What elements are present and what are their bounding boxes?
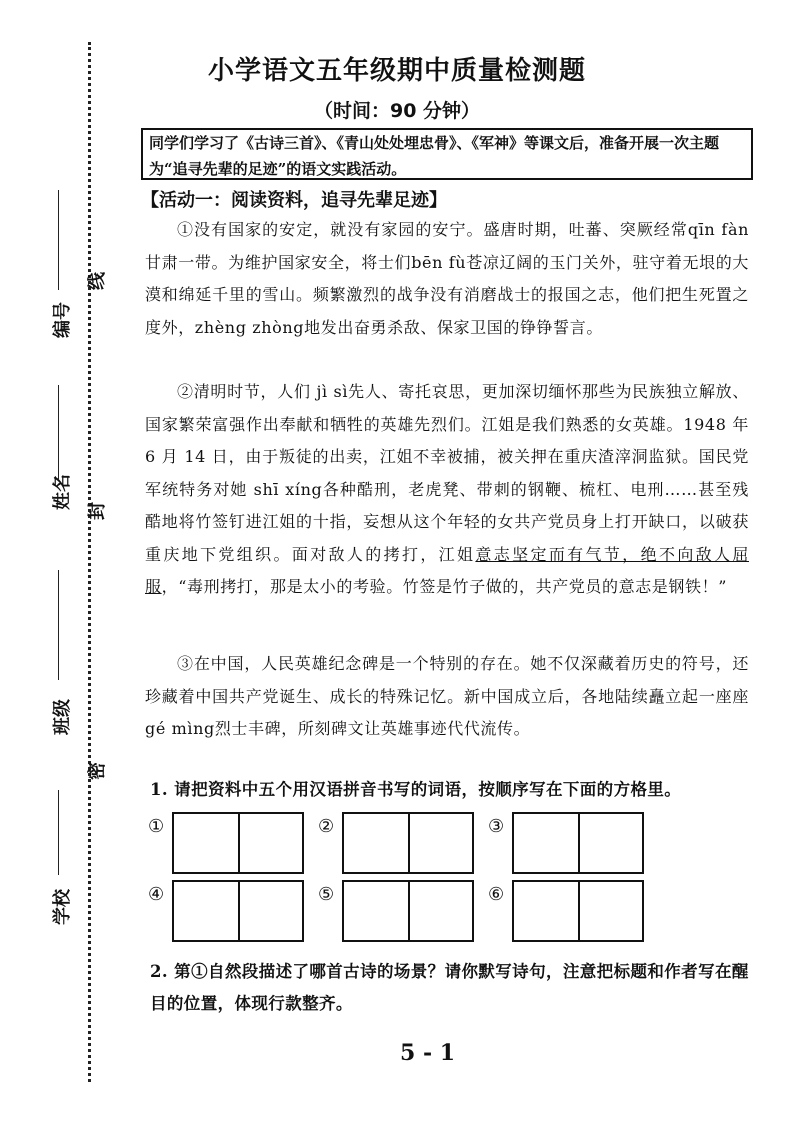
- seal-mark-close: 密: [87, 762, 108, 780]
- school-field[interactable]: [58, 790, 59, 875]
- label-class: 班级: [52, 699, 73, 735]
- question-2: 2. 第①自然段描述了哪首古诗的场景？请你默写诗句，注意把标题和作者写在醒目的位置，体现行款整齐。: [150, 962, 749, 1013]
- answer-label: ③: [488, 816, 505, 837]
- answer-label: ④: [148, 884, 165, 905]
- label-name: 姓名: [52, 474, 73, 510]
- binding-dotted-line: [88, 42, 91, 1082]
- answer-box[interactable]: [172, 812, 304, 874]
- name-field[interactable]: [58, 385, 59, 480]
- answer-label: ②: [318, 816, 335, 837]
- activity-heading: 【活动一：阅读资料，追寻先辈足迹】: [141, 190, 447, 211]
- paragraph-2-a: ②清明时节，人们 jì sì先人、寄托哀思，更加深切缅怀那些为民族独立解放、国家繁荣富强作出奉献和牺牲的英雄先烈们。江姐是我们熟悉的女英雄。1948 年 6 月 14 日，由于叛徒的出卖，江姐不幸被捕，被关押在重庆渣滓洞监狱。国民党军统特务对她 shī xíng各种酷刑，老虎凳、带刺的钢鞭、梳杠、电刑……甚至残酷地将竹签钉进江姐的十指，妄想从这个年轻的女共产党员身上打开缺口，以破获重庆地下党组织。面对敌人的拷打，江姐: [145, 382, 749, 564]
- label-school: 学校: [52, 889, 73, 925]
- paragraph-1: ①没有国家的安定，就没有家园的安宁。盛唐时期，吐蕃、突厥经常qīn fàn甘肃一带。为维护国家安全，将士们bēn fù苍凉辽阔的玉门关外，驻守着无垠的大漠和绵延千里的雪山。频繁激烈的战争没有消磨战士的报国之志，他们把生死置之度外，zhèng zhòng地发出奋勇杀敌、保家卫国的铮铮誓言。: [145, 220, 749, 337]
- answer-grid-row-1: [148, 812, 752, 876]
- answer-grid-row-2: [148, 880, 752, 944]
- paragraph-2-underlined: 意志坚定而有气节，绝不向敌人屈服: [145, 544, 749, 596]
- seal-mark-seal: 封: [87, 502, 108, 520]
- answer-box[interactable]: [512, 880, 644, 942]
- intro-text: 同学们学习了《古诗三首》、《青山处处埋忠骨》、《军神》等课文后，准备开展一次主题为“追寻先辈的足迹”的语文实践活动。: [149, 134, 720, 178]
- answer-cell: [488, 880, 688, 944]
- number-field[interactable]: [58, 190, 59, 290]
- paragraph-2-b: ，“毒刑拷打，那是太小的考验。竹签是竹子做的，共产党员的意志是钢铁！”: [161, 577, 727, 596]
- question-1: 1. 请把资料中五个用汉语拼音书写的词语，按顺序写在下面的方格里。: [150, 780, 682, 799]
- answer-box[interactable]: [512, 812, 644, 874]
- page-subtitle: （时间：90 分钟）: [313, 100, 481, 122]
- answer-label: ⑤: [318, 884, 335, 905]
- class-field[interactable]: [58, 570, 59, 680]
- intro-box: [141, 128, 753, 180]
- page-title: 小学语文五年级期中质量检测题: [207, 56, 586, 86]
- answer-box[interactable]: [342, 880, 474, 942]
- answer-label: ①: [148, 816, 165, 837]
- page-number: 5 - 1: [400, 1040, 456, 1066]
- answer-cell: [488, 812, 688, 876]
- answer-label: ⑥: [488, 884, 505, 905]
- label-number: 编号: [52, 302, 73, 338]
- paragraph-3: ③在中国，人民英雄纪念碑是一个特别的存在。她不仅深藏着历史的符号，还珍藏着中国共产党诞生、成长的特殊记忆。新中国成立后，各地陆续矗立起一座座gé mìng烈士丰碑，所刻碑文让英雄事迹代代流传。: [145, 654, 749, 738]
- answer-box[interactable]: [172, 880, 304, 942]
- answer-box[interactable]: [342, 812, 474, 874]
- seal-mark-line: 线: [87, 272, 108, 290]
- paragraph-2: [145, 376, 749, 604]
